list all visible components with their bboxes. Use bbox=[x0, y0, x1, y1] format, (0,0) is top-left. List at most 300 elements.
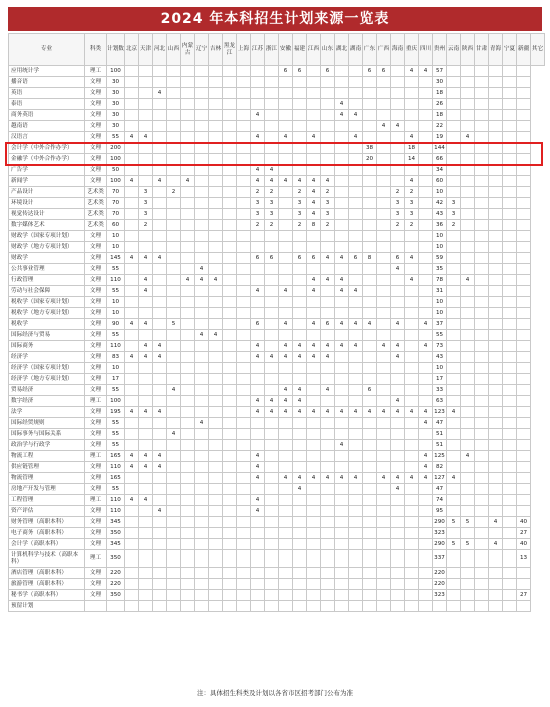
quota-cell bbox=[195, 187, 209, 198]
quota-cell bbox=[475, 352, 489, 363]
quota-cell bbox=[153, 198, 167, 209]
quota-cell: 55 bbox=[433, 330, 447, 341]
quota-cell: 4 bbox=[335, 407, 349, 418]
quota-cell: 10 bbox=[433, 308, 447, 319]
quota-cell: 144 bbox=[433, 143, 447, 154]
quota-cell bbox=[237, 473, 251, 484]
quota-cell bbox=[461, 440, 475, 451]
quota-cell bbox=[321, 440, 335, 451]
quota-cell bbox=[321, 506, 335, 517]
category-cell: 艺术类 bbox=[85, 198, 107, 209]
quota-cell bbox=[265, 385, 279, 396]
quota-cell bbox=[503, 590, 517, 601]
total-cell: 165 bbox=[107, 451, 125, 462]
quota-cell bbox=[167, 550, 181, 568]
quota-cell bbox=[125, 341, 139, 352]
quota-cell bbox=[419, 517, 433, 528]
quota-cell bbox=[139, 473, 153, 484]
quota-cell: 4 bbox=[279, 176, 293, 187]
quota-cell bbox=[419, 484, 433, 495]
quota-cell bbox=[139, 308, 153, 319]
column-header: 四川 bbox=[419, 34, 433, 66]
quota-cell bbox=[405, 264, 419, 275]
quota-cell: 4 bbox=[363, 407, 377, 418]
column-header: 海南 bbox=[391, 34, 405, 66]
major-cell: 国际经贸规则 bbox=[9, 418, 85, 429]
quota-cell bbox=[475, 418, 489, 429]
quota-cell bbox=[321, 528, 335, 539]
quota-cell bbox=[405, 77, 419, 88]
total-cell: 50 bbox=[107, 165, 125, 176]
quota-cell: 4 bbox=[251, 451, 265, 462]
quota-cell bbox=[503, 473, 517, 484]
quota-cell bbox=[223, 253, 237, 264]
quota-cell bbox=[265, 297, 279, 308]
quota-cell bbox=[335, 539, 349, 550]
quota-cell bbox=[237, 319, 251, 330]
quota-cell: 4 bbox=[391, 341, 405, 352]
table-row bbox=[9, 374, 545, 385]
quota-cell bbox=[349, 506, 363, 517]
quota-cell: 323 bbox=[433, 528, 447, 539]
quota-cell bbox=[251, 143, 265, 154]
quota-cell bbox=[195, 539, 209, 550]
quota-cell bbox=[279, 550, 293, 568]
quota-cell bbox=[307, 99, 321, 110]
quota-cell bbox=[139, 176, 153, 187]
quota-cell bbox=[475, 528, 489, 539]
quota-cell bbox=[153, 77, 167, 88]
quota-cell: 4 bbox=[391, 473, 405, 484]
quota-cell bbox=[321, 590, 335, 601]
quota-cell bbox=[153, 385, 167, 396]
quota-cell bbox=[237, 385, 251, 396]
quota-cell bbox=[195, 308, 209, 319]
quota-cell bbox=[419, 242, 433, 253]
quota-cell bbox=[153, 220, 167, 231]
category-cell: 文理 bbox=[85, 363, 107, 374]
quota-cell: 4 bbox=[279, 385, 293, 396]
quota-cell bbox=[237, 528, 251, 539]
quota-cell: 4 bbox=[251, 286, 265, 297]
quota-cell bbox=[153, 473, 167, 484]
quota-cell bbox=[405, 231, 419, 242]
column-header: 新疆 bbox=[517, 34, 531, 66]
quota-cell bbox=[167, 297, 181, 308]
quota-cell bbox=[489, 396, 503, 407]
quota-cell bbox=[181, 242, 195, 253]
quota-cell: 4 bbox=[419, 341, 433, 352]
quota-cell: 4 bbox=[405, 253, 419, 264]
quota-cell bbox=[321, 517, 335, 528]
quota-cell bbox=[475, 341, 489, 352]
quota-cell bbox=[279, 418, 293, 429]
quota-cell bbox=[195, 440, 209, 451]
quota-cell bbox=[167, 220, 181, 231]
quota-cell bbox=[377, 418, 391, 429]
quota-cell bbox=[167, 517, 181, 528]
quota-cell: 2 bbox=[293, 187, 307, 198]
quota-cell bbox=[307, 579, 321, 590]
quota-cell bbox=[517, 385, 531, 396]
quota-cell bbox=[489, 253, 503, 264]
quota-cell: 4 bbox=[419, 418, 433, 429]
quota-cell: 337 bbox=[433, 550, 447, 568]
quota-cell bbox=[181, 363, 195, 374]
quota-cell bbox=[223, 66, 237, 77]
column-header: 安徽 bbox=[279, 34, 293, 66]
quota-cell bbox=[461, 396, 475, 407]
quota-cell bbox=[167, 286, 181, 297]
quota-cell: 4 bbox=[139, 341, 153, 352]
quota-cell: 6 bbox=[293, 66, 307, 77]
quota-cell bbox=[447, 440, 461, 451]
total-cell: 30 bbox=[107, 99, 125, 110]
quota-cell bbox=[237, 506, 251, 517]
quota-cell: 4 bbox=[209, 330, 223, 341]
category-cell: 文理 bbox=[85, 374, 107, 385]
quota-cell: 4 bbox=[335, 341, 349, 352]
quota-cell bbox=[461, 484, 475, 495]
quota-cell bbox=[405, 601, 419, 612]
quota-cell bbox=[279, 253, 293, 264]
quota-cell bbox=[209, 209, 223, 220]
major-cell: 汉语言 bbox=[9, 132, 85, 143]
quota-cell bbox=[377, 176, 391, 187]
quota-cell bbox=[209, 429, 223, 440]
category-cell: 理工 bbox=[85, 550, 107, 568]
quota-cell bbox=[461, 308, 475, 319]
quota-cell bbox=[461, 253, 475, 264]
quota-cell bbox=[251, 242, 265, 253]
category-cell: 艺术类 bbox=[85, 187, 107, 198]
quota-cell bbox=[167, 264, 181, 275]
quota-cell bbox=[321, 495, 335, 506]
quota-cell: 4 bbox=[321, 407, 335, 418]
quota-cell bbox=[265, 462, 279, 473]
quota-cell bbox=[293, 374, 307, 385]
quota-cell bbox=[209, 88, 223, 99]
quota-cell bbox=[167, 275, 181, 286]
quota-cell bbox=[349, 550, 363, 568]
quota-cell: 4 bbox=[167, 385, 181, 396]
quota-cell bbox=[293, 319, 307, 330]
total-cell: 55 bbox=[107, 385, 125, 396]
quota-cell bbox=[153, 121, 167, 132]
table-row bbox=[9, 396, 545, 407]
quota-cell bbox=[349, 590, 363, 601]
quota-cell bbox=[293, 121, 307, 132]
column-header: 湖北 bbox=[335, 34, 349, 66]
quota-cell bbox=[377, 286, 391, 297]
quota-cell: 4 bbox=[419, 451, 433, 462]
quota-cell: 4 bbox=[293, 176, 307, 187]
quota-cell bbox=[447, 132, 461, 143]
quota-cell bbox=[223, 352, 237, 363]
quota-cell bbox=[461, 330, 475, 341]
quota-cell: 18 bbox=[433, 88, 447, 99]
quota-cell bbox=[139, 66, 153, 77]
quota-cell bbox=[461, 462, 475, 473]
major-cell: 经济学（地方专项计划） bbox=[9, 374, 85, 385]
table-row bbox=[9, 550, 545, 568]
quota-cell: 6 bbox=[377, 66, 391, 77]
quota-cell bbox=[461, 473, 475, 484]
quota-cell bbox=[181, 579, 195, 590]
quota-cell bbox=[307, 517, 321, 528]
quota-cell bbox=[209, 484, 223, 495]
quota-cell: 60 bbox=[433, 176, 447, 187]
quota-cell bbox=[237, 418, 251, 429]
quota-cell bbox=[391, 176, 405, 187]
quota-cell bbox=[195, 506, 209, 517]
quota-cell bbox=[237, 495, 251, 506]
quota-cell bbox=[461, 341, 475, 352]
quota-cell: 37 bbox=[433, 319, 447, 330]
quota-cell bbox=[125, 143, 139, 154]
table-row bbox=[9, 451, 545, 462]
category-cell: 文理 bbox=[85, 253, 107, 264]
quota-cell bbox=[349, 352, 363, 363]
quota-cell bbox=[447, 308, 461, 319]
quota-cell bbox=[223, 550, 237, 568]
quota-cell bbox=[489, 568, 503, 579]
quota-cell: 3 bbox=[251, 198, 265, 209]
total-cell: 55 bbox=[107, 440, 125, 451]
quota-cell bbox=[125, 88, 139, 99]
quota-cell: 323 bbox=[433, 590, 447, 601]
quota-cell bbox=[307, 550, 321, 568]
category-cell: 文理 bbox=[85, 143, 107, 154]
major-cell: 财政学（地方专项计划） bbox=[9, 242, 85, 253]
quota-cell: 4 bbox=[349, 473, 363, 484]
quota-cell: 4 bbox=[251, 176, 265, 187]
quota-cell: 2 bbox=[391, 187, 405, 198]
quota-cell bbox=[363, 308, 377, 319]
quota-cell bbox=[125, 275, 139, 286]
quota-cell bbox=[223, 440, 237, 451]
quota-cell: 74 bbox=[433, 495, 447, 506]
major-cell: 法学 bbox=[9, 407, 85, 418]
quota-cell bbox=[391, 88, 405, 99]
quota-cell bbox=[517, 352, 531, 363]
quota-cell bbox=[475, 319, 489, 330]
quota-cell: 4 bbox=[391, 396, 405, 407]
quota-cell bbox=[489, 176, 503, 187]
quota-cell bbox=[307, 242, 321, 253]
quota-cell: 4 bbox=[307, 132, 321, 143]
quota-cell bbox=[405, 590, 419, 601]
quota-cell bbox=[251, 77, 265, 88]
quota-cell: 4 bbox=[391, 352, 405, 363]
quota-cell bbox=[181, 440, 195, 451]
quota-cell bbox=[391, 363, 405, 374]
quota-cell bbox=[167, 165, 181, 176]
quota-cell: 17 bbox=[433, 374, 447, 385]
quota-cell bbox=[265, 539, 279, 550]
quota-cell bbox=[251, 231, 265, 242]
quota-cell: 4 bbox=[139, 462, 153, 473]
quota-cell bbox=[293, 286, 307, 297]
quota-cell bbox=[167, 176, 181, 187]
quota-cell: 4 bbox=[307, 352, 321, 363]
quota-cell bbox=[419, 440, 433, 451]
quota-cell bbox=[167, 352, 181, 363]
quota-cell bbox=[237, 462, 251, 473]
quota-cell bbox=[377, 517, 391, 528]
quota-cell bbox=[349, 154, 363, 165]
quota-cell bbox=[223, 308, 237, 319]
quota-cell bbox=[293, 330, 307, 341]
quota-cell: 34 bbox=[433, 165, 447, 176]
category-cell: 文理 bbox=[85, 330, 107, 341]
column-header: 上海 bbox=[237, 34, 251, 66]
quota-cell bbox=[503, 297, 517, 308]
quota-cell bbox=[321, 297, 335, 308]
quota-cell bbox=[391, 143, 405, 154]
quota-cell bbox=[419, 363, 433, 374]
quota-cell bbox=[405, 528, 419, 539]
quota-cell bbox=[335, 506, 349, 517]
quota-cell: 6 bbox=[363, 385, 377, 396]
quota-cell bbox=[153, 319, 167, 330]
quota-cell: 4 bbox=[251, 407, 265, 418]
column-header: 山东 bbox=[321, 34, 335, 66]
quota-cell bbox=[181, 451, 195, 462]
quota-cell bbox=[447, 601, 461, 612]
quota-cell bbox=[489, 363, 503, 374]
quota-cell bbox=[517, 506, 531, 517]
quota-cell bbox=[125, 539, 139, 550]
quota-cell bbox=[503, 132, 517, 143]
quota-cell: 4 bbox=[251, 341, 265, 352]
quota-cell bbox=[335, 385, 349, 396]
quota-cell bbox=[279, 528, 293, 539]
quota-cell bbox=[391, 330, 405, 341]
quota-cell bbox=[405, 568, 419, 579]
quota-cell bbox=[153, 66, 167, 77]
quota-cell bbox=[503, 110, 517, 121]
quota-cell bbox=[307, 506, 321, 517]
quota-cell bbox=[363, 176, 377, 187]
quota-cell: 4 bbox=[251, 110, 265, 121]
quota-cell bbox=[391, 601, 405, 612]
quota-cell bbox=[307, 121, 321, 132]
quota-cell bbox=[447, 385, 461, 396]
quota-cell bbox=[447, 495, 461, 506]
quota-cell bbox=[461, 319, 475, 330]
quota-cell bbox=[307, 143, 321, 154]
quota-cell bbox=[293, 165, 307, 176]
quota-cell bbox=[125, 579, 139, 590]
quota-cell bbox=[125, 121, 139, 132]
quota-cell bbox=[447, 352, 461, 363]
quota-cell bbox=[195, 297, 209, 308]
quota-cell bbox=[237, 209, 251, 220]
quota-cell: 31 bbox=[433, 286, 447, 297]
quota-cell bbox=[251, 154, 265, 165]
quota-cell bbox=[293, 462, 307, 473]
quota-cell: 4 bbox=[251, 473, 265, 484]
quota-cell bbox=[363, 363, 377, 374]
quota-cell bbox=[461, 550, 475, 568]
quota-cell bbox=[363, 374, 377, 385]
quota-cell bbox=[167, 308, 181, 319]
quota-cell bbox=[377, 579, 391, 590]
quota-cell bbox=[307, 154, 321, 165]
table-row bbox=[9, 220, 545, 231]
quota-cell: 3 bbox=[293, 198, 307, 209]
quota-cell bbox=[475, 385, 489, 396]
quota-cell: 4 bbox=[461, 451, 475, 462]
quota-cell bbox=[265, 601, 279, 612]
quota-cell: 4 bbox=[139, 286, 153, 297]
table-row bbox=[9, 242, 545, 253]
quota-cell bbox=[461, 220, 475, 231]
quota-cell bbox=[237, 396, 251, 407]
quota-cell bbox=[335, 231, 349, 242]
quota-cell bbox=[223, 143, 237, 154]
quota-cell bbox=[461, 495, 475, 506]
table-row bbox=[9, 253, 545, 264]
quota-cell bbox=[489, 385, 503, 396]
quota-cell bbox=[307, 568, 321, 579]
quota-cell: 4 bbox=[321, 473, 335, 484]
quota-cell bbox=[461, 264, 475, 275]
quota-cell bbox=[293, 88, 307, 99]
quota-cell bbox=[461, 385, 475, 396]
quota-cell bbox=[377, 77, 391, 88]
quota-cell: 4 bbox=[377, 341, 391, 352]
quota-cell: 4 bbox=[489, 539, 503, 550]
category-cell: 理工 bbox=[85, 451, 107, 462]
column-header: 黑龙江 bbox=[223, 34, 237, 66]
quota-cell: 63 bbox=[433, 396, 447, 407]
quota-cell bbox=[447, 154, 461, 165]
quota-cell bbox=[181, 264, 195, 275]
quota-cell bbox=[377, 308, 391, 319]
major-cell: 公共事业管理 bbox=[9, 264, 85, 275]
quota-cell bbox=[349, 198, 363, 209]
quota-cell bbox=[307, 77, 321, 88]
category-cell: 文理 bbox=[85, 440, 107, 451]
category-cell: 文理 bbox=[85, 385, 107, 396]
quota-cell bbox=[405, 579, 419, 590]
quota-cell bbox=[475, 484, 489, 495]
category-cell: 艺术类 bbox=[85, 209, 107, 220]
quota-cell bbox=[223, 121, 237, 132]
quota-cell bbox=[391, 308, 405, 319]
quota-cell bbox=[475, 253, 489, 264]
quota-cell bbox=[139, 88, 153, 99]
quota-cell bbox=[475, 264, 489, 275]
category-cell: 文理 bbox=[85, 517, 107, 528]
quota-cell bbox=[139, 601, 153, 612]
quota-cell bbox=[139, 330, 153, 341]
quota-cell bbox=[447, 143, 461, 154]
quota-cell bbox=[335, 187, 349, 198]
quota-cell bbox=[517, 418, 531, 429]
quota-cell bbox=[307, 308, 321, 319]
quota-cell: 4 bbox=[265, 396, 279, 407]
quota-cell bbox=[195, 132, 209, 143]
quota-cell bbox=[335, 242, 349, 253]
quota-cell bbox=[293, 590, 307, 601]
quota-cell bbox=[209, 176, 223, 187]
quota-cell: 4 bbox=[405, 407, 419, 418]
quota-cell bbox=[419, 550, 433, 568]
quota-cell bbox=[405, 121, 419, 132]
